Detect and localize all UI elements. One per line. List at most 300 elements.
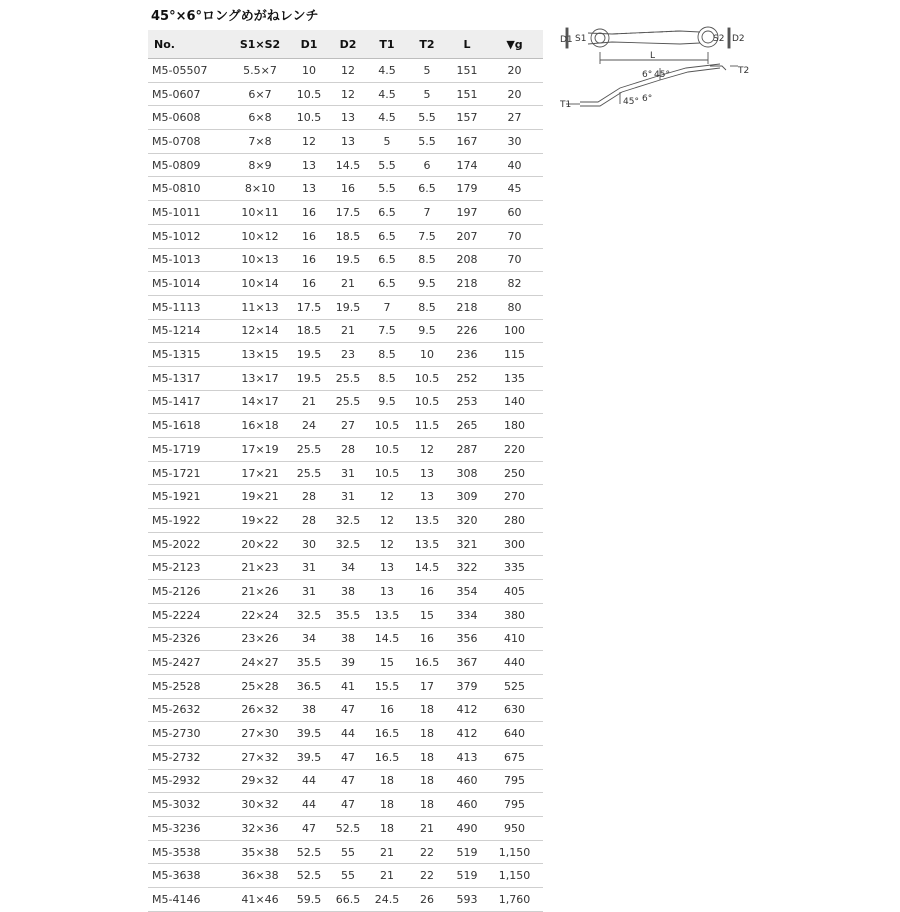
- cell-t2: 13.5: [406, 509, 448, 533]
- table-row: [148, 651, 543, 675]
- cell-no: M5-2022: [148, 532, 230, 556]
- cell-length: 321: [448, 532, 486, 556]
- cell-d2: 28: [328, 438, 368, 462]
- cell-d2: 12: [328, 59, 368, 83]
- cell-size: 5.5×7: [230, 59, 290, 83]
- table-row: [148, 627, 543, 651]
- cell-size: 6×7: [230, 82, 290, 106]
- cell-d1: 35.5: [290, 651, 328, 675]
- cell-d2: 47: [328, 745, 368, 769]
- col-header-d2: D2: [328, 30, 368, 59]
- wrench-diagram: [560, 22, 760, 117]
- angle-top-45-label: 45°: [654, 70, 670, 80]
- cell-weight: 675: [486, 745, 543, 769]
- col-header-d1: D1: [290, 30, 328, 59]
- cell-d2: 38: [328, 627, 368, 651]
- cell-d2: 32.5: [328, 532, 368, 556]
- cell-weight: 640: [486, 722, 543, 746]
- cell-d2: 44: [328, 722, 368, 746]
- cell-d2: 52.5: [328, 817, 368, 841]
- table-row: [148, 603, 543, 627]
- cell-no: M5-0810: [148, 177, 230, 201]
- cell-size: 36×38: [230, 864, 290, 888]
- cell-t2: 18: [406, 698, 448, 722]
- table-row: [148, 390, 543, 414]
- col-header-t1: T1: [368, 30, 406, 59]
- table-row: [148, 153, 543, 177]
- cell-d1: 16: [290, 224, 328, 248]
- cell-weight: 950: [486, 817, 543, 841]
- cell-t1: 18: [368, 769, 406, 793]
- cell-size: 10×13: [230, 248, 290, 272]
- cell-length: 519: [448, 864, 486, 888]
- cell-no: M5-2123: [148, 556, 230, 580]
- cell-no: M5-2732: [148, 745, 230, 769]
- cell-d2: 66.5: [328, 888, 368, 912]
- cell-t2: 8.5: [406, 248, 448, 272]
- cell-t2: 7: [406, 201, 448, 225]
- table-row: [148, 461, 543, 485]
- wrench-top-view: [566, 27, 730, 64]
- cell-no: M5-1012: [148, 224, 230, 248]
- cell-size: 6×8: [230, 106, 290, 130]
- cell-d2: 31: [328, 485, 368, 509]
- cell-weight: 100: [486, 319, 543, 343]
- cell-size: 12×14: [230, 319, 290, 343]
- cell-t2: 18: [406, 769, 448, 793]
- cell-length: 236: [448, 343, 486, 367]
- cell-d2: 18.5: [328, 224, 368, 248]
- cell-d2: 31: [328, 461, 368, 485]
- cell-t2: 9.5: [406, 272, 448, 296]
- cell-t2: 17: [406, 674, 448, 698]
- cell-t1: 6.5: [368, 224, 406, 248]
- cell-d2: 21: [328, 272, 368, 296]
- table-row: [148, 722, 543, 746]
- cell-d1: 25.5: [290, 438, 328, 462]
- cell-t1: 5: [368, 130, 406, 154]
- cell-d1: 10: [290, 59, 328, 83]
- cell-d1: 13: [290, 153, 328, 177]
- cell-d2: 47: [328, 769, 368, 793]
- cell-length: 218: [448, 295, 486, 319]
- cell-length: 490: [448, 817, 486, 841]
- cell-d2: 17.5: [328, 201, 368, 225]
- cell-t1: 21: [368, 840, 406, 864]
- dim-t1-label: T1: [560, 100, 572, 110]
- table-row: [148, 438, 543, 462]
- cell-weight: 335: [486, 556, 543, 580]
- table-row: [148, 343, 543, 367]
- cell-size: 19×22: [230, 509, 290, 533]
- cell-weight: 60: [486, 201, 543, 225]
- cell-d2: 35.5: [328, 603, 368, 627]
- cell-weight: 135: [486, 366, 543, 390]
- cell-no: M5-2730: [148, 722, 230, 746]
- cell-t2: 18: [406, 745, 448, 769]
- table-row: [148, 793, 543, 817]
- cell-length: 308: [448, 461, 486, 485]
- cell-t1: 18: [368, 817, 406, 841]
- cell-t2: 7.5: [406, 224, 448, 248]
- cell-size: 10×11: [230, 201, 290, 225]
- cell-t1: 7: [368, 295, 406, 319]
- cell-t1: 13.5: [368, 603, 406, 627]
- cell-d2: 39: [328, 651, 368, 675]
- table-row: [148, 698, 543, 722]
- cell-weight: 440: [486, 651, 543, 675]
- cell-size: 26×32: [230, 698, 290, 722]
- cell-t2: 12: [406, 438, 448, 462]
- cell-weight: 27: [486, 106, 543, 130]
- col-header-t2: T2: [406, 30, 448, 59]
- cell-length: 174: [448, 153, 486, 177]
- table-row: [148, 224, 543, 248]
- cell-t2: 10.5: [406, 390, 448, 414]
- dim-d1-label: D1: [560, 35, 573, 45]
- cell-t2: 6: [406, 153, 448, 177]
- cell-no: M5-05507: [148, 59, 230, 83]
- cell-t1: 24.5: [368, 888, 406, 912]
- cell-size: 7×8: [230, 130, 290, 154]
- cell-t1: 5.5: [368, 177, 406, 201]
- table-row: [148, 319, 543, 343]
- cell-t1: 6.5: [368, 272, 406, 296]
- cell-length: 593: [448, 888, 486, 912]
- cell-size: 21×23: [230, 556, 290, 580]
- cell-d1: 39.5: [290, 745, 328, 769]
- cell-t1: 13: [368, 580, 406, 604]
- cell-no: M5-3032: [148, 793, 230, 817]
- cell-t2: 15: [406, 603, 448, 627]
- cell-size: 27×32: [230, 745, 290, 769]
- cell-no: M5-1113: [148, 295, 230, 319]
- cell-t1: 10.5: [368, 414, 406, 438]
- cell-t2: 16.5: [406, 651, 448, 675]
- table-row: [148, 414, 543, 438]
- cell-size: 13×15: [230, 343, 290, 367]
- cell-length: 379: [448, 674, 486, 698]
- cell-size: 25×28: [230, 674, 290, 698]
- col-header-length: L: [448, 30, 486, 59]
- cell-d1: 28: [290, 485, 328, 509]
- cell-no: M5-1011: [148, 201, 230, 225]
- cell-t2: 13.5: [406, 532, 448, 556]
- cell-d2: 19.5: [328, 248, 368, 272]
- cell-t1: 16: [368, 698, 406, 722]
- cell-t1: 4.5: [368, 59, 406, 83]
- cell-size: 29×32: [230, 769, 290, 793]
- cell-d2: 55: [328, 864, 368, 888]
- table-row: [148, 177, 543, 201]
- table-row: [148, 485, 543, 509]
- cell-weight: 40: [486, 153, 543, 177]
- cell-d2: 32.5: [328, 509, 368, 533]
- cell-length: 412: [448, 722, 486, 746]
- cell-d1: 47: [290, 817, 328, 841]
- cell-t1: 9.5: [368, 390, 406, 414]
- cell-t2: 21: [406, 817, 448, 841]
- cell-d1: 52.5: [290, 864, 328, 888]
- cell-length: 412: [448, 698, 486, 722]
- cell-d1: 18.5: [290, 319, 328, 343]
- cell-d1: 19.5: [290, 366, 328, 390]
- dim-s2-label: S2: [713, 34, 725, 44]
- cell-no: M5-1618: [148, 414, 230, 438]
- cell-length: 226: [448, 319, 486, 343]
- cell-length: 157: [448, 106, 486, 130]
- table-row: [148, 295, 543, 319]
- cell-t1: 8.5: [368, 343, 406, 367]
- table-row: [148, 840, 543, 864]
- cell-length: 151: [448, 59, 486, 83]
- cell-no: M5-1013: [148, 248, 230, 272]
- table-body: [148, 59, 543, 912]
- cell-t1: 5.5: [368, 153, 406, 177]
- cell-weight: 795: [486, 793, 543, 817]
- cell-size: 19×21: [230, 485, 290, 509]
- cell-weight: 80: [486, 295, 543, 319]
- cell-t1: 12: [368, 485, 406, 509]
- cell-d2: 34: [328, 556, 368, 580]
- cell-size: 10×14: [230, 272, 290, 296]
- cell-size: 22×24: [230, 603, 290, 627]
- cell-t1: 10.5: [368, 438, 406, 462]
- cell-no: M5-2528: [148, 674, 230, 698]
- cell-no: M5-2932: [148, 769, 230, 793]
- cell-size: 8×9: [230, 153, 290, 177]
- cell-no: M5-1014: [148, 272, 230, 296]
- cell-d1: 30: [290, 532, 328, 556]
- cell-d1: 44: [290, 793, 328, 817]
- cell-weight: 20: [486, 82, 543, 106]
- cell-no: M5-1317: [148, 366, 230, 390]
- cell-d1: 28: [290, 509, 328, 533]
- cell-length: 253: [448, 390, 486, 414]
- cell-size: 13×17: [230, 366, 290, 390]
- cell-no: M5-1719: [148, 438, 230, 462]
- table-row: [148, 248, 543, 272]
- table-row: [148, 745, 543, 769]
- cell-no: M5-1315: [148, 343, 230, 367]
- cell-length: 252: [448, 366, 486, 390]
- cell-t2: 14.5: [406, 556, 448, 580]
- cell-d2: 19.5: [328, 295, 368, 319]
- cell-length: 207: [448, 224, 486, 248]
- cell-no: M5-0608: [148, 106, 230, 130]
- cell-length: 320: [448, 509, 486, 533]
- cell-weight: 525: [486, 674, 543, 698]
- cell-size: 16×18: [230, 414, 290, 438]
- cell-no: M5-2126: [148, 580, 230, 604]
- table-row: [148, 556, 543, 580]
- cell-t1: 14.5: [368, 627, 406, 651]
- cell-d1: 24: [290, 414, 328, 438]
- dim-l-label: L: [650, 51, 656, 61]
- cell-t1: 8.5: [368, 366, 406, 390]
- table-row: [148, 888, 543, 912]
- cell-length: 519: [448, 840, 486, 864]
- cell-weight: 30: [486, 130, 543, 154]
- cell-no: M5-0809: [148, 153, 230, 177]
- cell-size: 32×36: [230, 817, 290, 841]
- cell-t2: 8.5: [406, 295, 448, 319]
- cell-t1: 12: [368, 532, 406, 556]
- cell-weight: 795: [486, 769, 543, 793]
- table-row: [148, 366, 543, 390]
- cell-length: 179: [448, 177, 486, 201]
- cell-d2: 14.5: [328, 153, 368, 177]
- cell-d1: 32.5: [290, 603, 328, 627]
- cell-no: M5-1922: [148, 509, 230, 533]
- cell-length: 367: [448, 651, 486, 675]
- cell-t2: 18: [406, 722, 448, 746]
- cell-weight: 280: [486, 509, 543, 533]
- cell-d1: 12: [290, 130, 328, 154]
- cell-d1: 34: [290, 627, 328, 651]
- cell-no: M5-3638: [148, 864, 230, 888]
- table-row: [148, 509, 543, 533]
- cell-t1: 13: [368, 556, 406, 580]
- cell-t2: 5: [406, 59, 448, 83]
- cell-t2: 26: [406, 888, 448, 912]
- cell-no: M5-3538: [148, 840, 230, 864]
- cell-t2: 16: [406, 580, 448, 604]
- cell-size: 35×38: [230, 840, 290, 864]
- table-row: [148, 864, 543, 888]
- cell-weight: 82: [486, 272, 543, 296]
- cell-no: M5-3236: [148, 817, 230, 841]
- col-header-no: No.: [148, 30, 230, 59]
- cell-t1: 16.5: [368, 745, 406, 769]
- cell-t1: 18: [368, 793, 406, 817]
- cell-d2: 47: [328, 698, 368, 722]
- cell-size: 41×46: [230, 888, 290, 912]
- col-header-size: S1×S2: [230, 30, 290, 59]
- cell-t2: 5.5: [406, 130, 448, 154]
- cell-size: 20×22: [230, 532, 290, 556]
- cell-size: 10×12: [230, 224, 290, 248]
- cell-weight: 630: [486, 698, 543, 722]
- cell-d1: 21: [290, 390, 328, 414]
- cell-d2: 12: [328, 82, 368, 106]
- cell-length: 208: [448, 248, 486, 272]
- cell-d2: 38: [328, 580, 368, 604]
- cell-d2: 25.5: [328, 390, 368, 414]
- cell-t1: 16.5: [368, 722, 406, 746]
- cell-no: M5-1417: [148, 390, 230, 414]
- cell-t2: 5.5: [406, 106, 448, 130]
- cell-t2: 9.5: [406, 319, 448, 343]
- cell-weight: 270: [486, 485, 543, 509]
- cell-weight: 140: [486, 390, 543, 414]
- table-row: [148, 130, 543, 154]
- cell-weight: 20: [486, 59, 543, 83]
- dim-s1-label: S1: [575, 34, 587, 44]
- cell-size: 27×30: [230, 722, 290, 746]
- cell-size: 11×13: [230, 295, 290, 319]
- cell-no: M5-0607: [148, 82, 230, 106]
- col-header-weight: ▼g: [486, 30, 543, 59]
- cell-t2: 13: [406, 485, 448, 509]
- cell-size: 24×27: [230, 651, 290, 675]
- cell-d1: 10.5: [290, 82, 328, 106]
- cell-weight: 410: [486, 627, 543, 651]
- table-row: [148, 82, 543, 106]
- cell-length: 460: [448, 793, 486, 817]
- cell-d1: 16: [290, 248, 328, 272]
- cell-weight: 250: [486, 461, 543, 485]
- cell-t2: 22: [406, 864, 448, 888]
- cell-t2: 5: [406, 82, 448, 106]
- cell-d2: 41: [328, 674, 368, 698]
- cell-size: 21×26: [230, 580, 290, 604]
- cell-d2: 23: [328, 343, 368, 367]
- cell-d1: 52.5: [290, 840, 328, 864]
- angle-bot-6-label: 6°: [642, 94, 653, 104]
- cell-d2: 25.5: [328, 366, 368, 390]
- cell-weight: 45: [486, 177, 543, 201]
- page-title: 45°×6°ロングめがねレンチ: [151, 9, 319, 24]
- cell-t2: 10.5: [406, 366, 448, 390]
- cell-length: 460: [448, 769, 486, 793]
- table-row: [148, 59, 543, 83]
- cell-weight: 1,150: [486, 840, 543, 864]
- cell-no: M5-2326: [148, 627, 230, 651]
- cell-t1: 6.5: [368, 248, 406, 272]
- cell-t1: 15: [368, 651, 406, 675]
- cell-length: 354: [448, 580, 486, 604]
- cell-size: 17×21: [230, 461, 290, 485]
- cell-d2: 16: [328, 177, 368, 201]
- cell-t1: 12: [368, 509, 406, 533]
- table-row: [148, 769, 543, 793]
- cell-length: 322: [448, 556, 486, 580]
- cell-d2: 13: [328, 130, 368, 154]
- cell-weight: 300: [486, 532, 543, 556]
- cell-weight: 220: [486, 438, 543, 462]
- cell-d2: 27: [328, 414, 368, 438]
- cell-t1: 10.5: [368, 461, 406, 485]
- cell-t2: 10: [406, 343, 448, 367]
- cell-d1: 39.5: [290, 722, 328, 746]
- cell-d2: 55: [328, 840, 368, 864]
- cell-d1: 10.5: [290, 106, 328, 130]
- cell-t2: 11.5: [406, 414, 448, 438]
- cell-t1: 7.5: [368, 319, 406, 343]
- cell-weight: 180: [486, 414, 543, 438]
- cell-no: M5-4146: [148, 888, 230, 912]
- cell-t1: 21: [368, 864, 406, 888]
- cell-length: 309: [448, 485, 486, 509]
- cell-size: 17×19: [230, 438, 290, 462]
- cell-d1: 16: [290, 272, 328, 296]
- cell-weight: 1,150: [486, 864, 543, 888]
- cell-size: 23×26: [230, 627, 290, 651]
- table-row: [148, 106, 543, 130]
- cell-length: 218: [448, 272, 486, 296]
- cell-no: M5-1721: [148, 461, 230, 485]
- cell-weight: 405: [486, 580, 543, 604]
- dim-d2-label: D2: [732, 34, 745, 44]
- cell-weight: 70: [486, 224, 543, 248]
- cell-no: M5-2224: [148, 603, 230, 627]
- cell-t2: 16: [406, 627, 448, 651]
- cell-d1: 19.5: [290, 343, 328, 367]
- cell-no: M5-2632: [148, 698, 230, 722]
- cell-d1: 16: [290, 201, 328, 225]
- cell-no: M5-0708: [148, 130, 230, 154]
